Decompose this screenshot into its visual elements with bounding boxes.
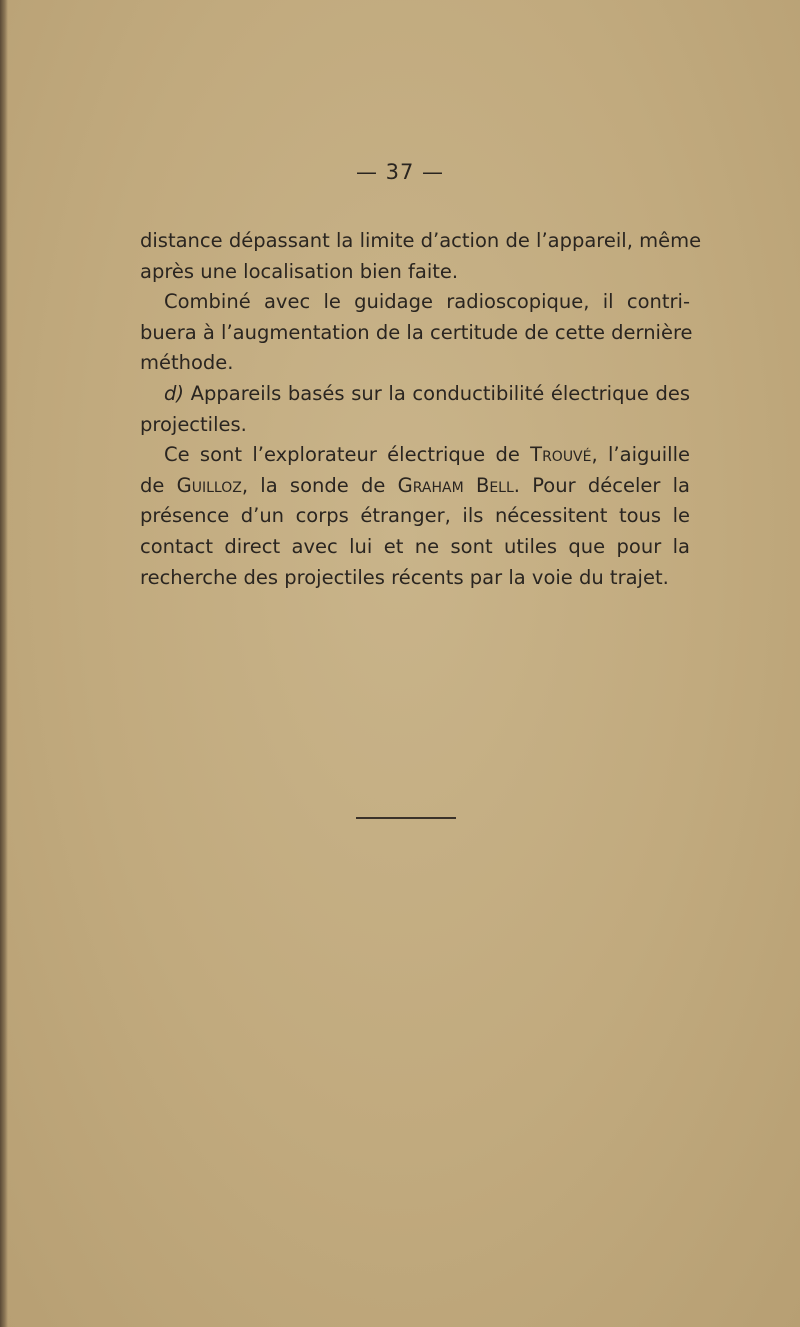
text-run: de: [140, 473, 165, 497]
binding-edge: [0, 0, 8, 1327]
text-run: Ce sont l’explorateur électrique de: [164, 443, 520, 467]
paragraph-3-line-2: projectiles.: [140, 412, 247, 436]
list-marker: d): [164, 381, 184, 405]
section-divider-rule: [356, 817, 456, 819]
author-name-trouve: Trouvé: [530, 443, 592, 467]
paragraph-2-line-2: buera à l’augmentation de la certitude de cette dernière: [140, 320, 693, 344]
paragraph-2-line-3: méthode.: [140, 351, 234, 375]
paragraph-4-line-5: recherche des projectiles récents par la voie du trajet.: [140, 565, 669, 589]
paragraph-2-line-1: Combiné avec le guidage radioscopique, il contri-: [164, 290, 690, 314]
paragraph-1-line-1: distance dépassant la limite d’action de l’appareil, même: [140, 229, 702, 252]
paragraph-4-line-1: [140, 440, 690, 471]
body-text: [140, 226, 702, 593]
paragraph-4-line-4: contact direct avec lui et ne sont utiles que pour la: [140, 534, 690, 558]
text-run: . Pour déceler la: [513, 473, 691, 497]
paragraph-1-line-2: après une localisation bien faite.: [140, 259, 459, 283]
text-run: , l’aiguille: [591, 443, 690, 467]
paragraph-3-line-1: [140, 379, 690, 410]
text-run: , la sonde de: [241, 473, 386, 497]
section-heading-text: Appareils basés sur la conductibilité électrique des: [190, 381, 690, 405]
page-number: — 37 —: [355, 160, 445, 184]
author-name-guilloz: Guilloz: [176, 473, 242, 497]
paragraph-4-line-3: présence d’un corps étranger, ils nécessitent tous le: [140, 504, 690, 528]
author-name-graham-bell: Graham Bell: [397, 473, 514, 497]
paragraph-4-line-2: [140, 471, 690, 502]
